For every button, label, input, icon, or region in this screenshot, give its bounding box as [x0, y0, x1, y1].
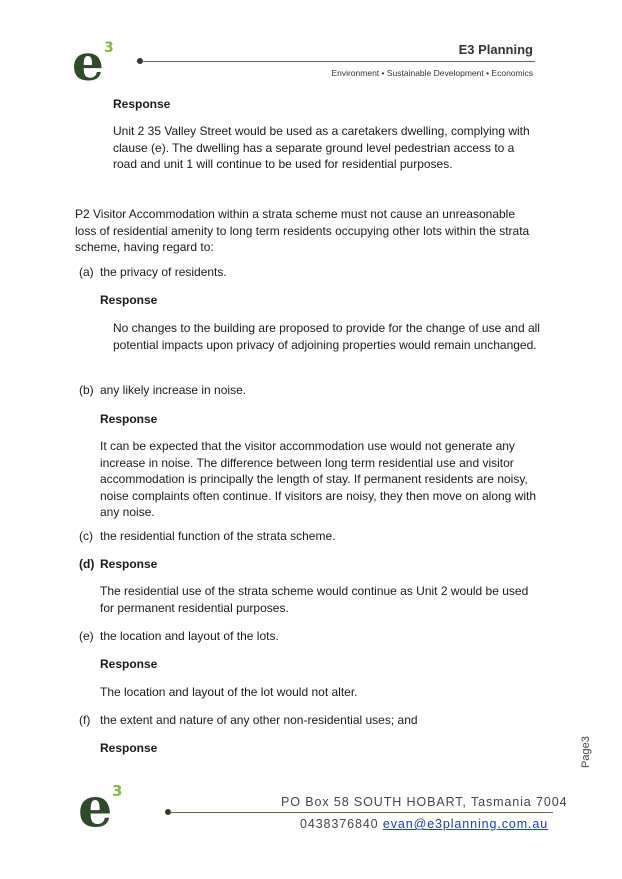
response-a-heading: Response: [100, 293, 158, 307]
response-heading: Response: [113, 97, 171, 111]
item-b-label: (b): [79, 383, 94, 397]
p2-intro: P2 Visitor Accommodation within a strata scheme must not cause an unreasonable loss of residential amenity to long term residents occupying other lots within the strata scheme, having regard to:: [75, 207, 530, 254]
footer-rule: [170, 812, 553, 813]
logo-letter: e: [72, 36, 104, 88]
response-f-heading: Response: [100, 741, 158, 755]
item-b-text: any likely increase in noise.: [100, 383, 247, 397]
logo-superscript-footer: 3: [112, 782, 123, 800]
logo-superscript: 3: [104, 40, 114, 56]
page-number: Page3: [580, 736, 592, 768]
footer-contact: [300, 817, 548, 831]
response-e-body: The location and layout of the lot would not alter.: [100, 685, 358, 699]
tagline: Environment • Sustainable Development • Economics: [331, 68, 533, 78]
item-a-label: (a): [79, 265, 94, 279]
logo-letter-footer: e: [78, 778, 113, 834]
footer-phone: 0438376840: [300, 817, 379, 831]
item-a-text: the privacy of residents.: [100, 265, 227, 279]
item-f-text: the extent and nature of any other non-residential uses; and: [100, 713, 418, 727]
response-e-heading: Response: [100, 657, 158, 671]
response-b-body: It can be expected that the visitor accommodation use would not generate any increase in noise. The difference between long term residential use and visitor accommodation is principally the length of stay. If permanent residents are noisy, noise complaints often continue. If visitors are noisy, they then move on along with any noise.: [100, 439, 537, 519]
response-a-body: No changes to the building are proposed to provide for the change of use and all potential impacts upon privacy of adjoining properties would remain unchanged.: [113, 321, 540, 352]
item-d-text: Response: [100, 557, 158, 571]
response-b-heading: Response: [100, 412, 158, 426]
response-body: Unit 2 35 Valley Street would be used as a caretakers dwelling, complying with clause (e). The dwelling has a separate ground level pedestrian access to a road and unit 1 will continue to be used for residential purposes.: [113, 124, 530, 171]
brand-name: E3 Planning: [458, 42, 533, 57]
item-e-text: the location and layout of the lots.: [100, 629, 279, 643]
footer-email-link[interactable]: evan@e3planning.com.au: [382, 817, 549, 831]
item-d-label: (d): [79, 557, 95, 571]
e3-logo-footer: [76, 778, 130, 834]
e3-logo-header: [70, 36, 120, 88]
item-e-label: (e): [79, 629, 94, 643]
item-c-text: the residential function of the strata scheme.: [100, 529, 336, 543]
item-f-label: (f): [79, 713, 91, 727]
response-d-body: The residential use of the strata scheme would continue as Unit 2 would be used for permanent residential purposes.: [100, 584, 529, 615]
header-rule: [142, 61, 535, 62]
footer-address: PO Box 58 SOUTH HOBART, Tasmania 7004: [281, 795, 568, 809]
item-c-label: (c): [79, 529, 93, 543]
